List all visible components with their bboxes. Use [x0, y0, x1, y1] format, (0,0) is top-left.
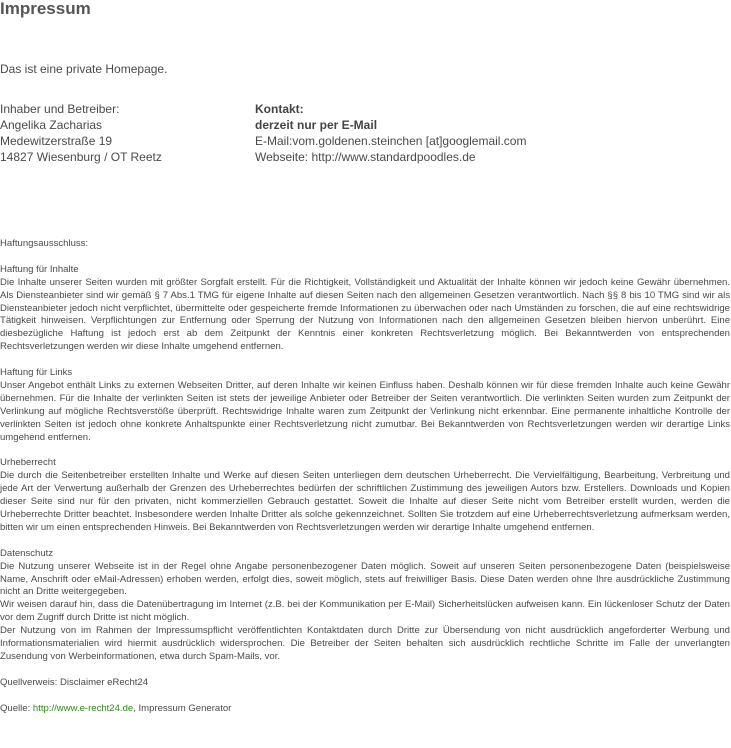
owner-city: 14827 Wiesenburg / OT Reetz — [0, 150, 162, 164]
section-paragraph: Wir weisen darauf hin, dass die Datenübertragung im Internet (z.B. bei der Kommunikation per E-Mail) Sicherheitslücken aufweisen kann. Ein lückenloser Schutz der Daten vor dem Zugriff durch Dritte ist nicht möglich. — [0, 599, 730, 624]
section-liability-content — [0, 264, 730, 354]
contact-website: Webseite: http://www.standardpoodles.de — [255, 150, 476, 164]
source-reference: Quellverweis: Disclaimer eRecht24 — [0, 676, 149, 688]
contact-block — [255, 101, 715, 165]
owner-block — [0, 101, 240, 165]
section-paragraph: Die Nutzung unserer Webseite ist in der Regel ohne Angabe personenbezogener Daten möglich. Soweit auf unseren Seiten personenbezogene Daten (beispielsweise Name, Anschrift oder eMail-Adressen) erhoben werden, erfolgt dies, soweit möglich, stets auf freiwilliger Basis. Diese Daten werden ohne Ihre ausdrückliche Zustimmung nicht an Dritte weitergegeben. — [0, 560, 730, 598]
owner-street: Medewitzerstraße 19 — [0, 134, 113, 148]
disclaimer-heading: Haftungsausschluss: — [0, 238, 89, 249]
intro-text: Das ist eine private Homepage. — [0, 62, 168, 76]
owner-heading: Inhaber und Betreiber: — [0, 102, 120, 116]
contact-email: E-Mail:vom.goldenen.steinchen [at]googlemail.com — [255, 134, 527, 148]
section-paragraph: Unser Angebot enthält Links zu externen Webseiten Dritter, auf deren Inhalte wir keinen Einfluss haben. Deshalb können wir für diese fremden Inhalte auch keine Gewähr übernehmen. Für die Inhalte der verlinkten Seiten ist stets der jeweilige Anbieter oder Betreiber der Seiten verantwortlich. Die verlinkten Seiten wurden zum Zeitpunkt der Verlinkung auf mögliche Rechtsverstöße überprüft. Rechtswidrige Inhalte waren zum Zeitpunkt der Verlinkung nicht erkennbar. Eine permanente inhaltliche Kontrolle der verlinkten Seiten ist jedoch ohne konkrete Anhaltspunkte einer Rechtsverletzung nicht zumutbar. Bei Bekanntwerden von Rechtsverletzungen werden wir derartige Links umgehend entfernen. — [0, 379, 730, 443]
section-copyright — [0, 457, 730, 534]
source-line — [0, 703, 730, 716]
section-liability-links — [0, 367, 730, 444]
disclaimer-section — [0, 238, 730, 715]
contact-heading: Kontakt: — [255, 102, 304, 116]
source-prefix: Quelle: — [0, 702, 33, 714]
page-title: Impressum — [0, 0, 91, 18]
section-title: Haftung für Links — [0, 367, 73, 379]
section-title: Haftung für Inhalte — [0, 263, 79, 275]
contact-note: derzeit nur per E-Mail — [255, 118, 378, 132]
section-paragraph: Die durch die Seitenbetreiber erstellten Inhalte und Werke auf diesen Seiten unterliegen dem deutschen Urheberrecht. Die Vervielfältigung, Bearbeitung, Verbreitung und jede Art der Verwertung außerhalb der Grenzen des Urheberrechtes bedürfen der schriftlichen Zustimmung des jeweiligen Autors bzw. Erstellers. Downloads und Kopien dieser Seite sind nur für den privaten, nicht kommerziellen Gebrauch gestattet. Soweit die Inhalte auf dieser Seite nicht vom Betreiber erstellt wurden, werden die Urheberrechte Dritter beachtet. Insbesondere werden Inhalte Dritter als solche gekennzeichnet. Sollten Sie trotzdem auf eine Urheberrechtsverletzung aufmerksam werden, bitten wir um einen entsprechenden Hinweis. Bei Bekanntwerden von Rechtsverletzungen werden wir derartige Inhalte umgehend entfernen. — [0, 470, 730, 533]
section-paragraph: Der Nutzung von im Rahmen der Impressumspflicht veröffentlichten Kontaktdaten durch Dritte zur Übersendung von nicht ausdrücklich angeforderter Werbung und Informationsmaterialien wird hiermit ausdrücklich widersprochen. Die Betreiber der Seiten behalten sich ausdrücklich rechtliche Schritte im Falle der unverlangten Zusendung von Werbeinformationen, etwa durch Spam-Mails, vor. — [0, 625, 730, 662]
section-privacy — [0, 548, 730, 664]
owner-name: Angelika Zacharias — [0, 118, 103, 132]
erecht24-link[interactable]: http://www.e-recht24.de — [32, 702, 134, 714]
section-title: Urheberrecht — [0, 457, 56, 469]
section-title: Datenschutz — [0, 547, 54, 559]
source-suffix: , Impressum Generator — [133, 702, 232, 714]
section-paragraph: Die Inhalte unserer Seiten wurden mit größter Sorgfalt erstellt. Für die Richtigkeit, Vollständigkeit und Aktualität der Inhalte können wir jedoch keine Gewähr übernehmen. Als Diensteanbieter sind wir gemäß § 7 Abs.1 TMG für eigene Inhalte auf diesen Seiten nach den allgemeinen Gesetzen verantwortlich. Nach §§ 8 bis 10 TMG sind wir als Diensteanbieter jedoch nicht verpflichtet, übermittelte oder gespeicherte fremde Informationen zu überwachen oder nach Umständen zu forschen, die auf eine rechtswidrige Tätigkeit hinweisen. Verpflichtungen zur Entfernung oder Sperrung der Nutzung von Informationen nach den allgemeinen Gesetzen bleiben hiervon unberührt. Eine diesbezügliche Haftung ist jedoch erst ab dem Zeitpunkt der Kenntnis einer konkreten Rechtsverletzung möglich. Bei Bekanntwerden von entsprechenden Rechtsverletzungen werden wir diese Inhalte umgehend entfernen. — [0, 276, 730, 353]
